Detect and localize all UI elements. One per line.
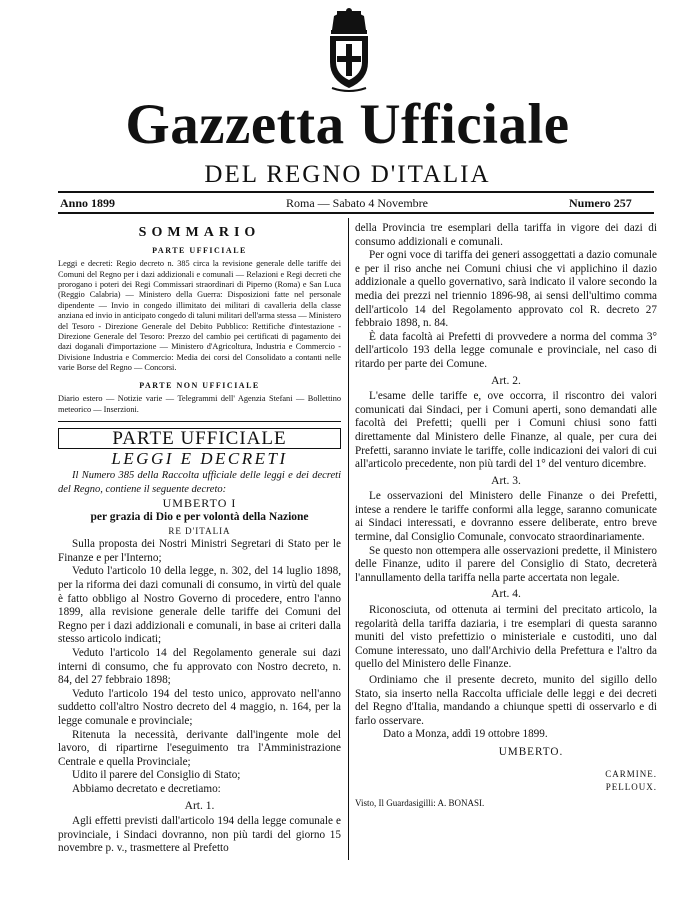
article-2-text: L'esame delle tariffe e, ove occorra, il riscontro dei valori comunicati dai Sindaci, per i Comuni aperti, sono demandati alle facoltà dei Prefetti; quelli per i Comuni chiusi sono fatti direttamente dal Ministero delle Finanze, al quale, per cura dei Prefetti, saranno inviate le tariffe, colle indicazioni dei valori di cui all'articolo precedente, non più tardi del 1° del venturo dicembre. [355, 390, 657, 471]
royal-crest-icon [322, 8, 376, 94]
sommario-parte-non-ufficiale-text: Diario estero — Notizie varie — Telegrammi dell' Agenzia Stefani — Bollettino meteorico — Inserzioni. [58, 394, 341, 414]
re-ditalia: RE D'ITALIA [168, 525, 231, 536]
decree-paragraph-4: Ritenuta la necessità, derivante dall'ingente mole del lavoro, di ripartirne l'eseguimento tra l'Amministrazione Centrale e quella Provinciale; [58, 728, 341, 768]
decree-paragraph-2: Veduto l'articolo 14 del Regolamento generale sui dazi interni di consumo, che fu approvato con Nostro decreto, n. 84, del 27 febbraio 1898; [58, 646, 341, 687]
sommario-parte-non-ufficiale-label: PARTE NON UFFICIALE [139, 380, 260, 390]
signature-umberto: UMBERTO. [498, 745, 564, 758]
ordiniamo-paragraph: Ordiniamo che il presente decreto, munito del sigillo dello Stato, sia inserto nella Raccolta ufficiale delle leggi e dei decreti del Regno d'Italia, mandando a chiunque spetti di osservarlo e di farlo osservare. [355, 674, 657, 727]
signature-pelloux: PELLOUX. [605, 782, 657, 793]
article-3-text: Le osservazioni del Ministero delle Finanze o dei Prefetti, intese a rendere le tariffe conformi alla legge, saranno comunicate ai Sindaci interessati, e dovranno essere deliberate, entro breve termine, dal Consiglio Comunale, convocato straordinariamente. [355, 490, 657, 544]
column-divider [348, 218, 349, 860]
right-column [355, 222, 657, 810]
masthead-title: Gazzetta Ufficiale [125, 93, 570, 156]
decree-paragraph-0: Sulla proposta dei Nostri Ministri Segretari di Stato per le Finanze e per l'Interno; [58, 538, 341, 564]
parte-ufficiale-heading: PARTE UFFICIALE [58, 428, 341, 449]
grazia-line: per grazia di Dio e per volontà della Nazione [90, 511, 309, 524]
decree-paragraph-1: Veduto l'articolo 10 della legge, n. 302, del 14 luglio 1898, per la riforma dei dazi comunali di consumo, in virtù del quale è fatto obbligo al Nostro Governo di procedere, entro l'anno 1899, alla revisione generale delle tariffe dei Comuni del Regno per i dazi addizionali e comunali, in base ai criteri dalla stesso articolo indicati; [58, 565, 341, 646]
visto-guardasigilli: Visto, Il Guardasigilli: A. BONASI. [355, 797, 485, 808]
dateline-rule [58, 212, 654, 214]
article-3-label: Art. 3. [491, 474, 521, 487]
article-1-text: Agli effetti previsti dall'articolo 194 della legge comunale e provinciale, i Sindaci dovranno, non più tardi del giorno 15 novembre p. v., trasmettere al Prefetto [58, 815, 341, 855]
top-rule [58, 191, 654, 193]
issue-year: Anno 1899 [60, 196, 116, 210]
decree-intro: Il Numero 385 della Raccolta ufficiale delle leggi e dei decreti del Regno, contiene il seguente decreto: [58, 470, 341, 495]
left-column [58, 222, 341, 856]
leggi-decreti-heading: LEGGI E DECRETI [111, 448, 288, 468]
article-1-paragraph-3: È data facoltà ai Prefetti di provvedere a norma del comma 3° dell'articolo 193 della legge comunale e provinciale, nel caso di ritardo per parte dei Comune. [355, 330, 657, 370]
sommario-parte-ufficiale-text: Leggi e decreti: Regio decreto n. 385 circa la revisione generale delle tariffe dei Comuni del Regno per i dazi addizionali e comunali — Relazioni e Regi decreti che prorogano i poteri dei Regi Commissari straordinari di Piperno (Roma) e San Luca (Reggio Calabria) — Ministero della Guerra: Disposizioni fatte nel personale dipendente — Invio in congedo illimitato dei militari di cavalleria della classe anziana ed invio in anticipato congedo di taluni militari dell'arma stessa — Ministero del Tesoro - Direzione Generale del Debito Pubblico: Rettifiche d'intestazione - Direzione Generale del Tesoro: Prezzo del cambio pei certificati di pagamento dei dazi doganali d'importazione — Ministero d'Agricoltura, Industria e Commercio - Divisione Industria e Commercio: Media dei corsi del Consolidato a contanti nelle varie Borse del Regno — Concorsi. [58, 259, 341, 373]
decree-paragraph-5: Udito il parere del Consiglio di Stato; [72, 769, 241, 782]
issue-place-date: Roma — Sabato 4 Novembre [286, 196, 428, 210]
article-2-label: Art. 2. [491, 374, 521, 387]
article-4-label: Art. 4. [491, 588, 521, 601]
masthead-subtitle: DEL REGNO D'ITALIA [204, 161, 491, 188]
sommario-heading: SOMMARIO [138, 225, 261, 240]
issue-number: Numero 257 [569, 196, 632, 210]
article-1-continued: della Provincia tre esemplari della tariffa in vigore dei dazi di consumo addizionali e comunali. [355, 222, 657, 248]
article-4-text: Riconosciuta, od ottenuta ai termini del precitato articolo, la regolarità della tariffa daziaria, i tre esemplari di questa saranno muniti del visto prefettizio o ministeriale e custoditi, uno dal Comune interessato, uno dall'Archivio della Prefettura e l'altro da quello del Ministero delle Finanze. [355, 604, 657, 671]
decree-paragraph-6: Abbiamo decretato e decretiamo: [72, 782, 221, 795]
article-1-paragraph-2: Per ogni voce di tariffa dei generi assoggettati a dazio comunale e per il riso anche nei Comuni chiusi che vi applichino il dazio addizionale a quello governativo, sarà indicato il valore secondo la media dei prezzi nel triennio 1896-98, ai sensi dell'ultimo comma dell'articolo 14 del Regolamento approvato col R. decreto 27 febbraio 1898, n. 84. [355, 249, 657, 330]
decree-paragraph-3: Veduto l'articolo 194 del testo unico, approvato nell'anno suddetto coll'altro Nostro decreto del 4 maggio, n. 164, per la legge comunale e provinciale; [58, 687, 341, 727]
article-3-text-2: Se questo non ottempera alle osservazioni predette, il Ministero delle Finanze, udito il parere del Consiglio di Stato, decreterà l'annullamento della tariffa nella parte accertata non legale. [355, 544, 657, 584]
section-rule [58, 421, 341, 422]
article-1-label: Art. 1. [184, 799, 215, 812]
dato-line: Dato a Monza, addì 19 ottobre 1899. [383, 728, 548, 741]
signature-carmine: CARMINE. [605, 768, 657, 779]
king-name: UMBERTO I [162, 496, 237, 511]
sommario-parte-ufficiale-label: PARTE UFFICIALE [152, 245, 247, 255]
